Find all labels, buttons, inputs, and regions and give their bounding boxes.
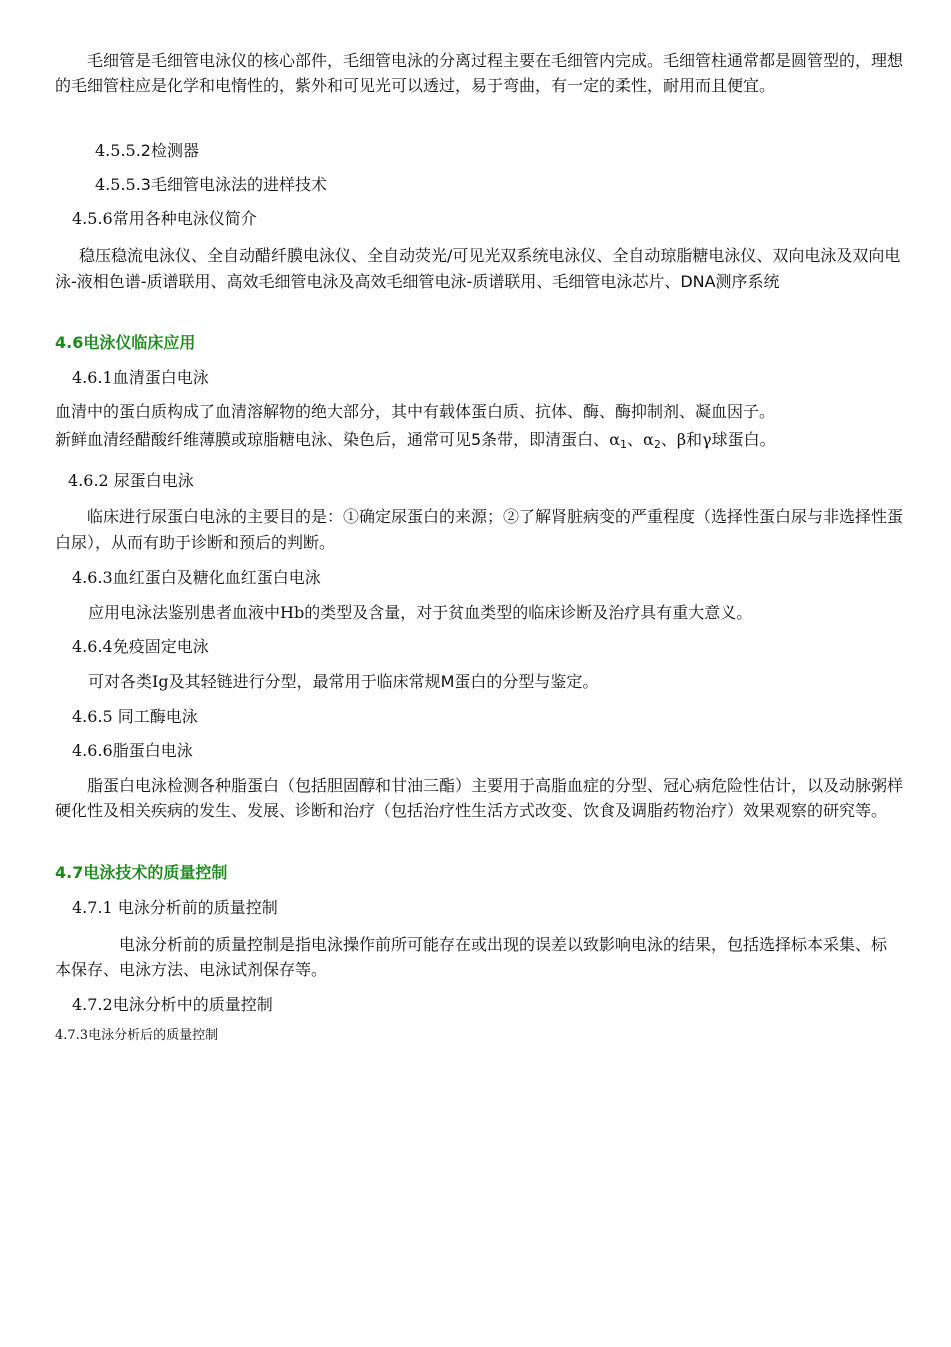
- heading-473: 4.7.3电泳分析后的质量控制: [55, 1028, 219, 1043]
- heading-number: 4.6.1: [72, 368, 113, 387]
- heading-number: 4.6.2: [68, 471, 109, 490]
- heading-number: 4.7.2: [72, 995, 113, 1014]
- heading-title: 同工酶电泳: [117, 707, 198, 726]
- heading-461: [72, 367, 209, 390]
- heading-title: 血红蛋白及糖化血红蛋白电泳: [112, 568, 321, 587]
- heading-title: 脂蛋白电泳: [112, 741, 193, 760]
- text-run: 的类型及含量，对于贫血类型的临床诊断及治疗具有重大意义。: [304, 603, 753, 622]
- heading-471: [72, 897, 278, 920]
- paragraph-pre-analysis-qc: 电泳分析前的质量控制是指电泳操作前所可能存在或出现的误差以致影响电泳的结果，包括选择标本采集、标本保存、电泳方法、电泳试剂保存等。: [55, 935, 888, 979]
- heading-464: [72, 636, 209, 659]
- text-run: 临床进行尿蛋白电泳的主要目的是：①确定尿蛋白的来源；②了解肾脏病变的严重程度（选择性蛋白尿与非选择性蛋白尿），从而有助于诊断和预后的判断: [55, 507, 904, 552]
- heading-number: 4.7.1: [72, 898, 113, 917]
- heading-4552: [95, 140, 199, 163]
- text-run: 和: [686, 430, 703, 449]
- text-run: 及其轻链进行分型，最常用于临床常规M蛋白的分型与鉴定。: [168, 672, 599, 691]
- heading-number: 4.6.4: [72, 637, 113, 656]
- greek-alpha: α: [609, 430, 620, 449]
- heading-number: 4.5.5.: [95, 175, 141, 194]
- paragraph-immunofixation: [88, 671, 598, 694]
- paragraph-urine-protein: [55, 504, 905, 556]
- paragraph-electrophoresis-types: [55, 243, 905, 295]
- heading-465: [72, 706, 198, 729]
- heading-title: 常用各种电泳仪简介: [112, 209, 257, 228]
- subscript: 2: [653, 438, 661, 451]
- paragraph-capillary: 毛细管是毛细管电泳仪的核心部件，毛细管电泳的分离过程主要在毛细管内完成。毛细管柱通常都是圆管型的，理想的毛细管柱应是化学和电惰性的，紫外和可见光可以透过，易于弯曲，有一定的柔性，耐用而且便宜。: [55, 51, 904, 95]
- heading-number: 4.5.5.: [95, 141, 141, 160]
- heading-title: 2检测器: [140, 141, 199, 160]
- heading-4553: [95, 174, 327, 197]
- heading-number: 4.5.6: [72, 209, 113, 228]
- paragraph-serum-line2: [55, 429, 776, 452]
- paragraph-hemoglobin: [88, 602, 752, 625]
- text-run: 全自动荧光/可见光双系统电泳仪、全自动琼脂糖电泳仪、双向电泳及双向电泳-液相色谱-质谱联用、高效毛细管电泳及高效毛细管电泳-质谱联用、毛细管电泳芯片、DNA测序系统: [55, 246, 901, 291]
- greek-gamma: γ: [702, 430, 712, 449]
- paragraph-serum-line1: 血清中的蛋白质构成了血清溶解物的绝大部分，其中有载体蛋白质、抗体、酶、酶抑制剂、凝血因子。: [55, 402, 776, 421]
- text-run: 稳压稳流电泳仪、全自动醋纤膜电泳仪、: [79, 246, 368, 265]
- heading-456: [72, 208, 257, 231]
- greek-beta: β: [676, 430, 687, 449]
- heading-title: 电泳分析前的质量控制: [117, 898, 278, 917]
- greek-alpha: α: [643, 430, 654, 449]
- heading-title: 血清蛋白电泳: [112, 368, 209, 387]
- heading-title: 电泳分析中的质量控制: [112, 995, 273, 1014]
- heading-number: 4.6.3: [72, 568, 113, 587]
- text-run: 球蛋白。: [711, 430, 776, 449]
- heading-463: [72, 567, 321, 590]
- text-run: 可对各类Ig: [88, 672, 169, 691]
- text-run: 应用电泳法鉴别患者血液中Hb: [88, 603, 305, 622]
- text-run: 新鲜血清经醋酸纤维薄膜或琼脂糖电泳、染色后，通常可见5条带，即清蛋白、: [55, 430, 610, 449]
- heading-title: 3毛细管电泳法的进样技术: [140, 175, 327, 194]
- subscript: 1: [620, 438, 627, 451]
- heading-466: [72, 740, 193, 763]
- heading-number: 4.6.6: [72, 741, 113, 760]
- heading-title: 尿蛋白电泳: [113, 471, 194, 490]
- section-heading-46: 4.6电泳仪临床应用: [55, 333, 196, 352]
- separator: 、: [660, 430, 677, 449]
- paragraph-lipoprotein: 脂蛋白电泳检测各种脂蛋白（包括胆固醇和甘油三酯）主要用于高脂血症的分型、冠心病危险性估计，以及动脉粥样硬化性及相关疾病的发生、发展、诊断和治疗（包括治疗性生活方式改变、饮食及调脂药物治疗）效果观察的研究等。: [55, 776, 904, 820]
- heading-472: [72, 994, 273, 1017]
- heading-462: [68, 470, 194, 493]
- section-heading-47: 4.7电泳技术的质量控制: [55, 863, 228, 882]
- separator: 、: [627, 430, 644, 449]
- heading-number: 4.6.5: [72, 707, 113, 726]
- heading-title: 免疫固定电泳: [112, 637, 209, 656]
- text-run: 。: [319, 533, 336, 552]
